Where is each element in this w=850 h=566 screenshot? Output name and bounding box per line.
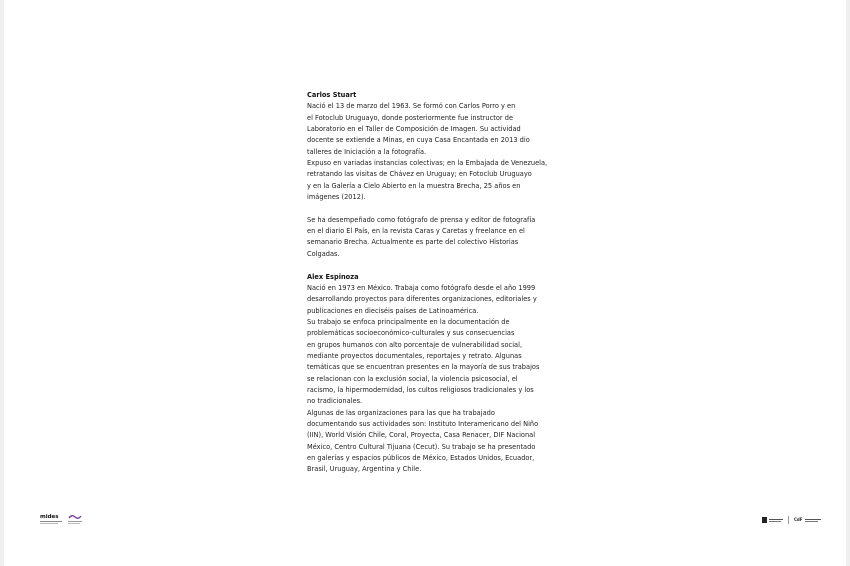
bio-line: racismo, la hipermodernidad, los cultos religiosos tradicionales y los — [307, 385, 534, 394]
bio-line: el Fotoclub Uruguayo, donde posteriormente fue instructor de — [307, 113, 514, 122]
bio-line: retratando las visitas de Chávez en Uruguay; en Fotoclub Uruguayo — [307, 170, 532, 179]
bio-line: en grupos humanos con alto porcentaje de vulnerabilidad social, — [307, 340, 523, 349]
person-name: Carlos Stuart — [307, 91, 357, 99]
bio-line: documentando sus actividades son: Instituto Interamericano del Niño — [307, 419, 539, 428]
section-gap — [307, 260, 557, 271]
bio-line: Expuso en variadas instancias colectivas; en la Embajada de Venezuela, — [307, 159, 548, 168]
mides-logo-text: mides — [40, 514, 59, 520]
bio-line: Su trabajo se enfoca principalmente en la documentación de — [307, 317, 510, 326]
bio-line: mediante proyectos documentales, reportajes y retrato. Algunas — [307, 351, 522, 360]
bio-line: publicaciones en dieciséis países de Latinoamérica. — [307, 306, 479, 315]
bio-line: problemáticas socioeconómico-culturales y sus consecuencias — [307, 329, 515, 338]
bio-line: Brasil, Uruguay, Argentina y Chile. — [307, 465, 422, 474]
bio-line: talleres de Iniciación a la fotografía. — [307, 147, 427, 156]
bio-line: México, Centro Cultural Tijuana (Cecut). Su trabajo se ha presentado — [307, 442, 536, 451]
person-name: Alex Espinoza — [307, 272, 359, 281]
bio-line: Se ha desempeñado como fotógrafo de prensa y editor de fotografía — [307, 215, 536, 224]
bio-line: Algunas de las organizaciones para las que ha trabajado — [307, 408, 495, 417]
partner-logo-mark — [68, 514, 82, 520]
bio-line: se relacionan con la exclusión social, la violencia psicosocial, el — [307, 374, 518, 383]
bio-line: temáticas que se encuentran presentes en la mayoría de sus trabajos — [307, 363, 540, 372]
bio-line: Laboratorio en el Taller de Composición de Imagen. Su actividad — [307, 125, 521, 134]
paragraph-gap — [307, 203, 557, 214]
bio-line: semanario Brecha. Actualmente es parte del colectivo Historias — [307, 238, 519, 247]
bio-line: Colgadas. — [307, 249, 340, 258]
bio-line: en galerías y espacios públicos de México, Estados Unidos, Ecuador, — [307, 454, 535, 462]
bio-line: no tradicionales. — [307, 397, 363, 406]
bio-line: desarrollando proyectos para diferentes organizaciones, editoriales y — [307, 295, 537, 304]
footer-left-logos — [40, 514, 82, 526]
shield-icon — [762, 517, 767, 523]
cdf-logo-text: CdF — [794, 517, 803, 523]
cdf-logo — [794, 518, 821, 521]
footer-right-logos — [762, 515, 821, 525]
bio-line: docente se extiende a Minas, en cuya Casa Encantada en 2013 dio — [307, 136, 530, 145]
bio-content — [307, 90, 557, 476]
page — [4, 0, 846, 566]
bio-line: y en la Galería a Cielo Abierto en la muestra Brecha, 25 años en — [307, 181, 521, 190]
bio-line: (IIN), World Visión Chile, Coral, Proyecta, Casa Renacer, DIF Nacional — [307, 431, 536, 440]
bio-line: imágenes (2012). — [307, 193, 366, 202]
bio-line: Nació en 1973 en México. Trabaja como fotógrafo desde el año 1999 — [307, 283, 536, 292]
bio-line: Nació el 13 de marzo del 1963. Se formó con Carlos Porro y en — [307, 102, 516, 111]
intendencia-logo — [762, 517, 783, 523]
partner-logo — [68, 514, 82, 524]
bio-line: en el diario El País, en la revista Caras y Caretas y freelance en el — [307, 227, 525, 236]
mides-logo — [40, 514, 62, 524]
